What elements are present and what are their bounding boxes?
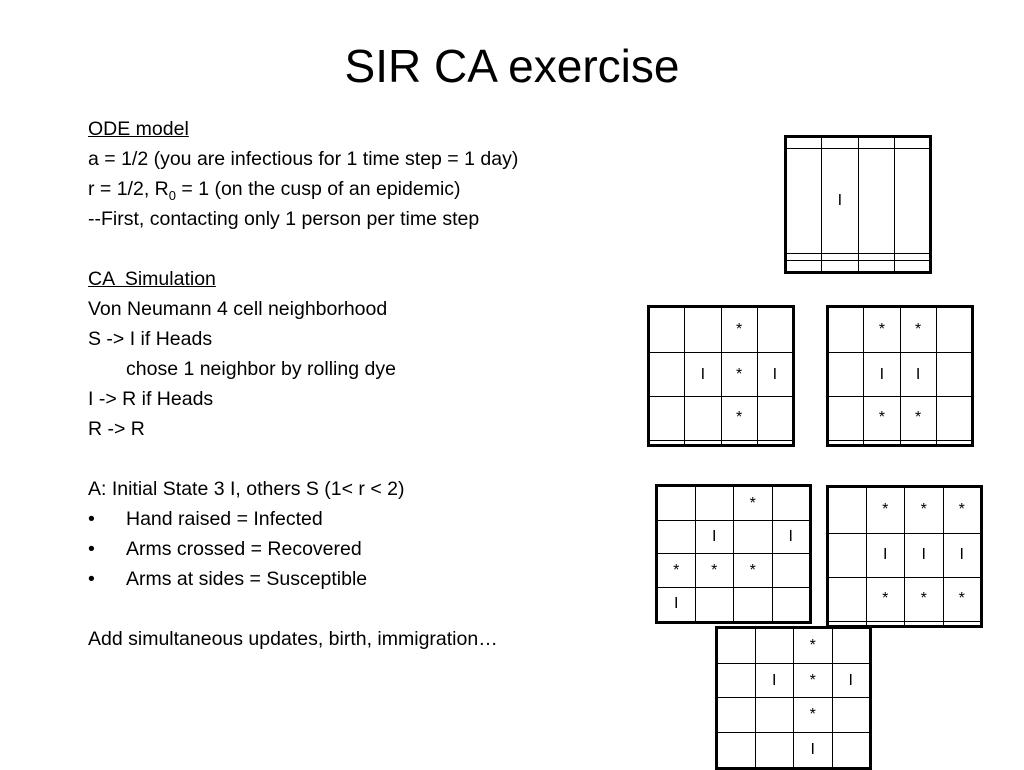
grid-row [649,307,794,353]
grid-cell: * [794,664,833,698]
bullet-item [88,534,648,564]
ca-grid-state-4 [655,484,812,624]
grid-row [828,577,982,621]
grid-row [828,487,982,534]
ode-line-2-pre: r = 1/2, R [88,178,169,200]
grid-cell [828,577,867,621]
grid-cell: I [794,732,833,768]
grid-row [828,307,973,353]
grid-cell [757,397,793,441]
grid-cell [772,486,811,521]
ca-grid-state-1 [784,135,932,274]
grid-cell: * [695,554,734,587]
grid-cell: * [900,397,936,441]
grid-cell [936,397,972,441]
ca-line-3: chose 1 neighbor by rolling dye [126,358,396,380]
grid-cell [695,587,734,622]
spacer [88,234,648,264]
grid-cell [772,587,811,622]
ode-line-2 [88,174,648,204]
grid-cell: I [772,521,811,554]
ca-line-1: Von Neumann 4 cell neighborhood [88,298,388,320]
grid-cell [864,440,900,445]
grid-cell [717,664,756,698]
ca-grid-state-3 [826,305,974,447]
ode-line-2-subscript: 0 [168,187,176,203]
grid-cell: * [657,554,696,587]
bullet-marker: • [88,508,95,530]
grid-cell [755,732,794,768]
grid-cell: * [866,577,905,621]
grid-cell: I [900,353,936,397]
grid-cell [900,440,936,445]
ca-line-5: R -> R [88,418,145,440]
initial-state-heading: A: Initial State 3 I, others S (1< r < 2) [88,478,405,500]
slide-title: SIR CA exercise [344,40,680,92]
grid-row [657,486,811,521]
grid-cell [734,587,773,622]
grid-row [717,732,871,768]
grid-cell: * [943,487,982,534]
grid-cell: * [721,307,757,353]
grid-cell [685,397,721,441]
grid-row [649,397,794,441]
grid-cell [657,486,696,521]
ca-grid-state-5 [826,485,983,628]
grid-row [786,137,931,149]
grid-cell [717,698,756,732]
grid-cell: I [832,664,871,698]
grid-cell [649,397,685,441]
grid-row [786,149,931,254]
grid-cell [936,307,972,353]
grid-cell [828,353,864,397]
grid-cell: I [657,587,696,622]
grid-cell [786,260,822,272]
grid-cell [757,307,793,353]
grid-cell [936,440,972,445]
grid-cell [894,137,930,149]
grid-cell: I [866,533,905,577]
grid-cell: * [734,554,773,587]
grid-cell [695,486,734,521]
grid-row [649,353,794,397]
footer-line: Add simultaneous updates, birth, immigration… [88,628,498,650]
ca-line-2: S -> I if Heads [88,328,213,350]
grid-cell: I [755,664,794,698]
ca-line-4: I -> R if Heads [88,388,214,410]
grid-cell [734,521,773,554]
grid-cell [757,440,793,445]
grid-row [657,587,811,622]
grid-row [828,533,982,577]
slide-body [88,114,648,654]
grid-cell [822,260,858,272]
grid-cell: I [822,149,858,254]
grid-cell [721,440,757,445]
grid-cell [832,698,871,732]
grid-row [717,664,871,698]
grid-row [786,260,931,272]
grid-cell [858,260,894,272]
grid-cell [832,732,871,768]
grid-row [828,440,973,445]
grid-cell [822,137,858,149]
ode-heading: ODE model [88,118,189,140]
grid-cell [786,137,822,149]
grid-cell: * [866,487,905,534]
grid-cell: * [721,397,757,441]
grid-cell: * [905,487,944,534]
grid-cell [685,440,721,445]
bullet-text: Arms crossed = Recovered [126,538,362,560]
grid-cell [828,440,864,445]
grid-cell [755,698,794,732]
grid-cell: * [794,628,833,664]
grid-cell [828,397,864,441]
grid-cell: I [685,353,721,397]
grid-cell [717,732,756,768]
grid-cell: * [721,353,757,397]
spacer [88,594,648,624]
grid-cell: * [905,577,944,621]
grid-cell [832,628,871,664]
ode-line-2-post: = 1 (on the cusp of an epidemic) [175,178,461,200]
grid-cell [894,149,930,254]
bullet-marker: • [88,568,95,590]
grid-cell [828,487,867,534]
grid-row [657,521,811,554]
grid-cell [936,353,972,397]
grid-cell [755,628,794,664]
grid-cell [894,260,930,272]
grid-cell [649,440,685,445]
grid-cell [649,353,685,397]
grid-cell: I [864,353,900,397]
grid-cell [786,149,822,254]
grid-cell [717,628,756,664]
grid-cell: * [943,577,982,621]
grid-cell: I [943,533,982,577]
grid-row [717,698,871,732]
bullet-marker: • [88,538,95,560]
ode-line-1: a = 1/2 (you are infectious for 1 time step = 1 day) [88,148,519,170]
bullet-text: Hand raised = Infected [126,508,323,530]
grid-cell: * [794,698,833,732]
bullet-text: Arms at sides = Susceptible [126,568,368,590]
grid-cell [657,521,696,554]
grid-cell: I [905,533,944,577]
grid-row [717,628,871,664]
grid-cell [828,307,864,353]
grid-cell: * [734,486,773,521]
ca-heading: CA Simulation [88,268,216,290]
grid-row [649,440,794,445]
grid-cell [649,307,685,353]
ca-grid-state-6 [715,626,872,770]
grid-cell: * [864,397,900,441]
grid-cell: * [900,307,936,353]
spacer [88,444,648,474]
grid-cell: I [695,521,734,554]
grid-cell: I [757,353,793,397]
grid-cell [685,307,721,353]
grid-row [828,397,973,441]
grid-cell [772,554,811,587]
ca-grid-state-2 [647,305,795,447]
grid-cell [858,149,894,254]
grid-cell [828,533,867,577]
bullet-item [88,504,648,534]
grid-cell [858,137,894,149]
ode-line-3: --First, contacting only 1 person per time step [88,208,480,230]
grid-cell: * [864,307,900,353]
grid-row [657,554,811,587]
grid-row [828,353,973,397]
bullet-item [88,564,648,594]
grid-cell [905,621,944,626]
grid-cell [943,621,982,626]
